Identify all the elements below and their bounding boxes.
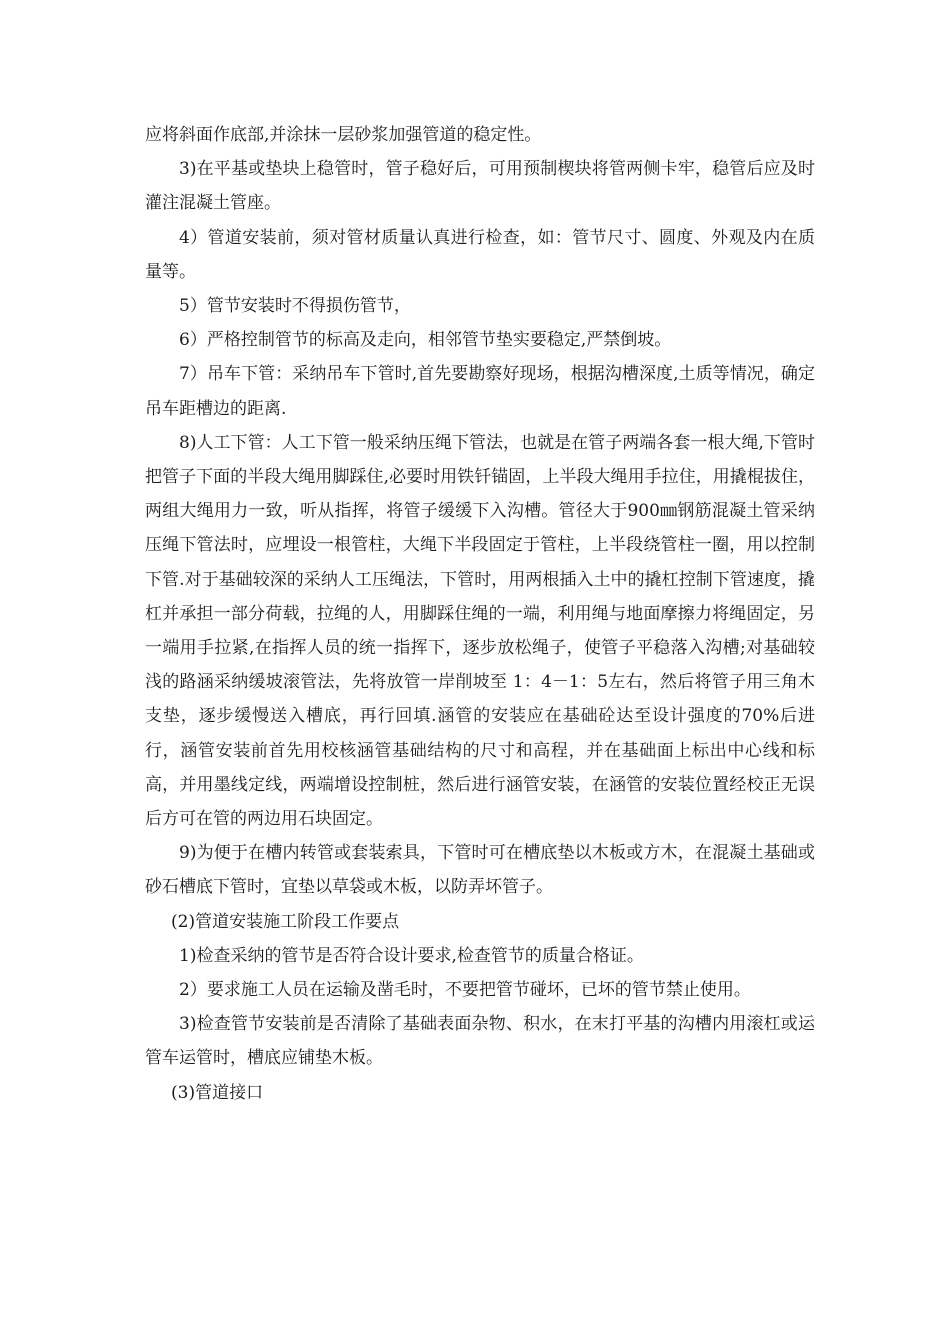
section-heading-2: (2)管道安装施工阶段工作要点 — [171, 911, 400, 932]
paragraph-subitem-2: 2）要求施工人员在运输及凿毛时，不要把管节碰坏，已坏的管节禁止使用。 — [179, 980, 751, 1001]
paragraph-item-4: 4）管道安装前，须对管材质量认真进行检查，如：管节尺寸、圆度、外观及内在质量等。 — [145, 227, 815, 282]
document-body — [145, 118, 815, 1110]
paragraph-item-5: 5）管节安装时不得损伤管节， — [179, 296, 411, 317]
paragraph-item-7: 7）吊车下管：采纳吊车下管时,首先要勘察好现场，根据沟槽深度,土质等情况，确定吊车距槽边的距离. — [145, 364, 815, 419]
paragraph-subitem-3: 3)检查管节安装前是否清除了基础表面杂物、积水，在末打平基的沟槽内用滚杠或运管车运管时，槽底应铺垫木板。 — [145, 1014, 815, 1069]
paragraph-item-9: 9)为便于在槽内转管或套装索具，下管时可在槽底垫以木板或方木，在混凝土基础或砂石槽底下管时，宜垫以草袋或木板，以防弄坏管子。 — [145, 843, 815, 898]
paragraph-item-3: 3)在平基或垫块上稳管时，管子稳好后，可用预制楔块将管两侧卡牢，稳管后应及时灌注混凝土管座。 — [145, 159, 815, 214]
paragraph-item-8: 8)人工下管：人工下管一般采纳压绳下管法，也就是在管子两端各套一根大绳,下管时把管子下面的半段大绳用脚踩住,必要时用铁钎锚固，上半段大绳用手拉住，用撬棍拔住，两组大绳用力一致，听从指挥，将管子缓缓下入沟槽。管径大于900㎜钢筋混凝土管采纳压绳下管法时，应埋设一根管柱，大绳下半段固定于管柱，上半段绕管柱一圈，用以控制下管.对于基础较深的采纳人工压绳法，下管时，用两根插入土中的撬杠控制下管速度，撬杠并承担一部分荷载，拉绳的人，用脚踩住绳的一端，利用绳与地面摩擦力将绳固定，另一端用手拉紧,在指挥人员的统一指挥下，逐步放松绳子，使管子平稳落入沟槽;对基础较浅的路涵采纳缓坡滚管法，先将放管一岸削坡至 1：4－1：5左右，然后将管子用三角木支垫，逐步缓慢送入槽底，再行回填.涵管的安装应在基础砼达至设计强度的70%后进行，涵管安装前首先用校核涵管基础结构的尺寸和高程，并在基础面上标出中心线和标高，并用墨线定线，两端增设控制桩，然后进行涵管安装，在涵管的安装位置经校正无误后方可在管的两边用石块固定。 — [145, 432, 815, 830]
paragraph-subitem-1: 1)检查采纳的管节是否符合设计要求,检查管节的质量合格证。 — [179, 945, 644, 966]
section-heading-3: (3)管道接口 — [171, 1082, 264, 1103]
paragraph-item-6: 6）严格控制管节的标高及走向，相邻管节垫实要稳定,严禁倒坡。 — [179, 330, 672, 351]
paragraph-continuation: 应将斜面作底部,并涂抹一层砂浆加强管道的稳定性。 — [145, 125, 542, 145]
